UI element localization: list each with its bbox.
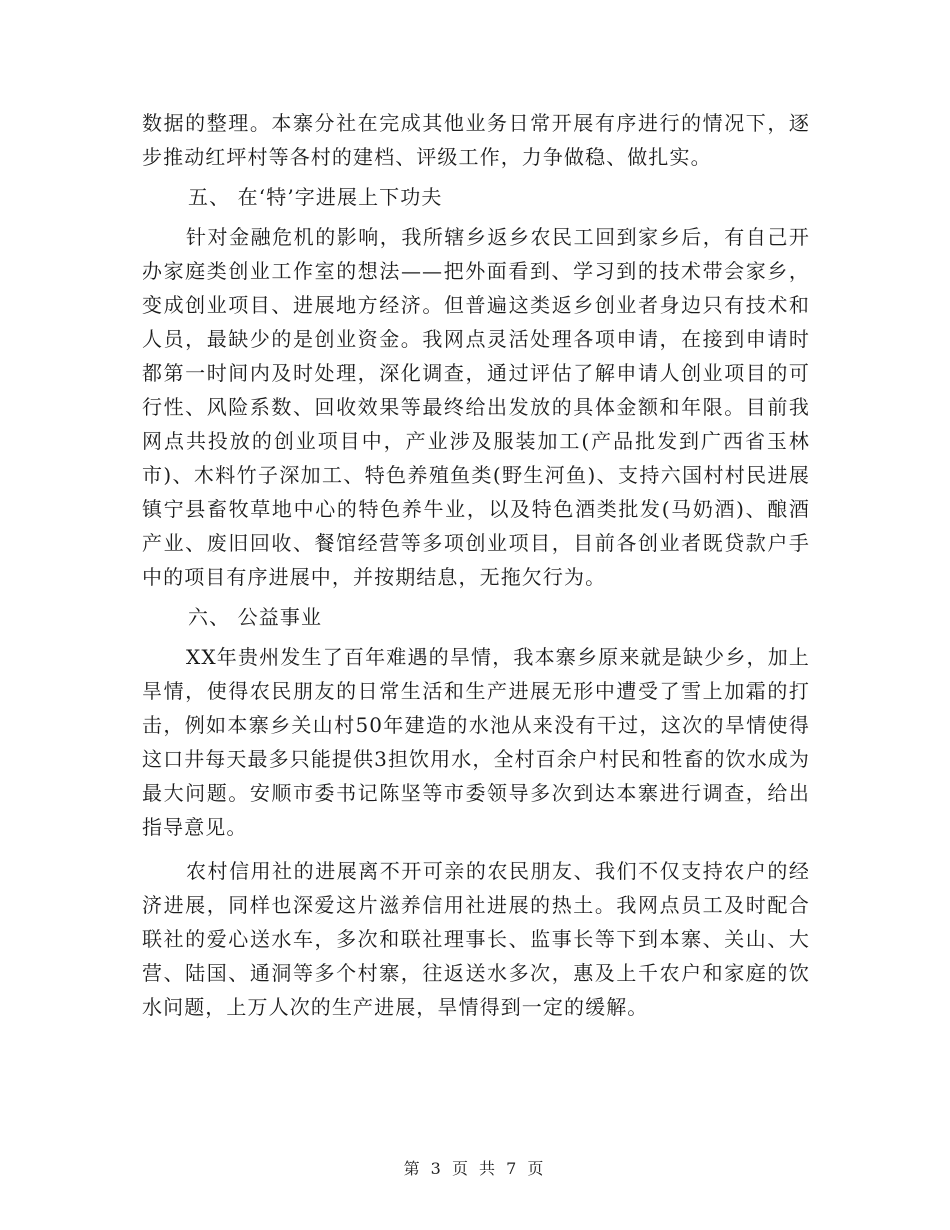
paragraph-drought: XX年贵州发生了百年难遇的旱情，我本寨乡原来就是缺少乡，加上旱情，使得农民朋友的日常生活和生产进展无形中遭受了雪上加霜的打击，例如本寨乡关山村50年建造的水池从来没有干过，这次的旱情使得这口井每天最多只能提供3担饮用水，全村百余户村民和牲畜的饮水成为最大问题。安顺市委书记陈坚等市委领导多次到达本寨进行调查，给出指导意见。 — [142, 645, 810, 839]
paragraph-water-delivery: 农村信用社的进展离不开可亲的农民朋友、我们不仅支持农户的经济进展，同样也深爱这片滋养信用社进展的热土。我网点员工及时配合联社的爱心送水车，多次和联社理事长、监事长等下到本寨、关山、大营、陆国、通洞等多个村寨，往返送水多次，惠及上千农户和家庭的饮水问题，上万人次的生产进展，旱情得到一定的缓解。 — [142, 859, 810, 1019]
paragraph-continuation: 数据的整理。本寨分社在完成其他业务日常开展有序进行的情况下，逐步推动红坪村等各村的建档、评级工作，力争做稳、做扎实。 — [142, 111, 810, 169]
page-number-footer: 第 3 页 共 7 页 — [403, 1159, 547, 1178]
paragraph-entrepreneurship: 针对金融危机的影响，我所辖乡返乡农民工回到家乡后，有自己开办家庭类创业工作室的想法——把外面看到、学习到的技术带会家乡，变成创业项目、进展地方经济。但普遍这类返乡创业者身边只有技术和人员，最缺少的是创业资金。我网点灵活处理各项申请，在接到申请时都第一时间内及时处理，深化调查，通过评估了解申请人创业项目的可行性、风险系数、回收效果等最终给出发放的具体金额和年限。目前我网点共投放的创业项目中，产业涉及服装加工(产品批发到广西省玉林市)、木料竹子深加工、特色养殖鱼类(野生河鱼)、支持六国村村民进展镇宁县畜牧草地中心的特色养牛业，以及特色酒类批发(马奶酒)、酿酒产业、废旧回收、餐馆经营等多项创业项目，目前各创业者既贷款户手中的项目有序进展中，并按期结息，无拖欠行为。 — [142, 225, 810, 589]
section-heading-six: 六、 公益事业 — [188, 605, 323, 629]
section-heading-five: 五、 在‘特’字进展上下功夫 — [188, 185, 443, 209]
document-body — [142, 106, 810, 1024]
